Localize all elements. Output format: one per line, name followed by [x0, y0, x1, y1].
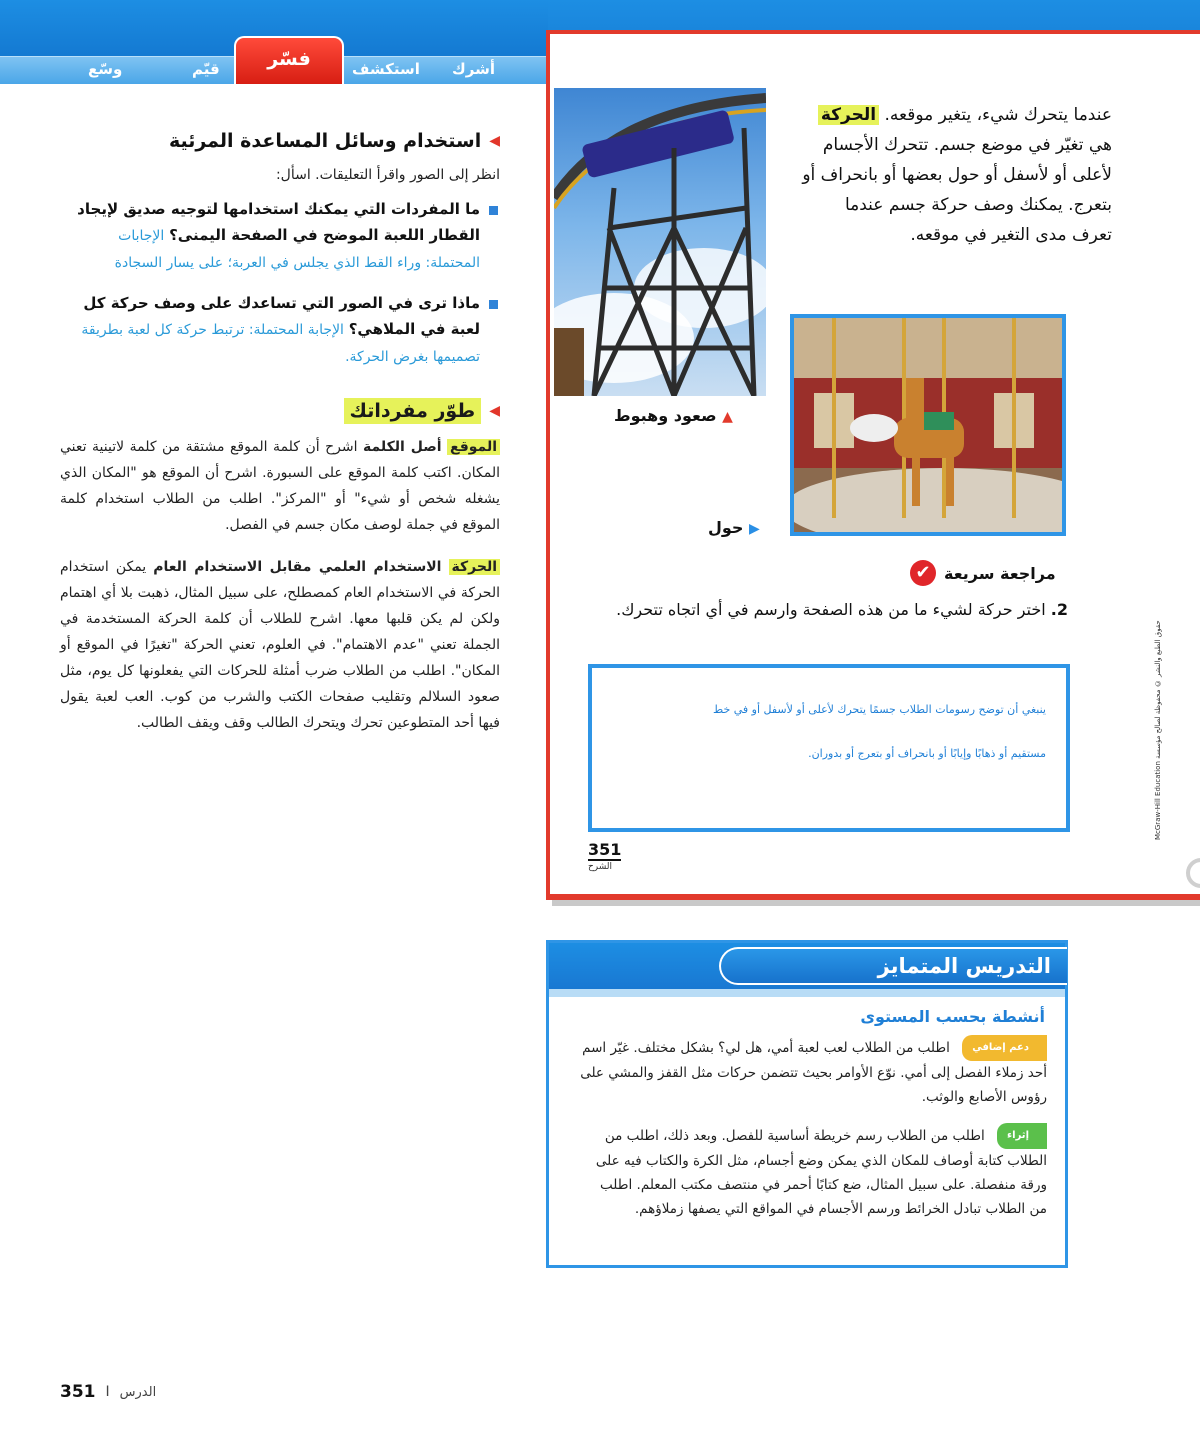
term-motion: الحركة	[818, 105, 879, 125]
vocab-paragraph-motion: الحركة الاستخدام العلمي مقابل الاستخدام العام يمكن استخدام الحركة في الاستخدام العام كمصطلح، على سبيل المثال، ذهبت بلا أي اهتمام ولكن لم يكن قلبها معها. اشرح للطلاب أن كلمة الحركة المستخدمة في الجملة تعني "عدم الاهتمام". في العلوم، تعني الحركة "تغيرًا في الموقع أو المكان". اطلب من الطلاب ضرب أمثلة للحركات التي يفعلونها كل يوم، مثل صعود السلالم وتقليب صفحات الكتب والشرب من كوب. العب لعبة يقول فيها أحد المتطوعين تحرك ويتحرك الطالب وقف ويقف الطالب.	[60, 559, 500, 731]
carousel-illustration	[794, 318, 1062, 532]
answer-box	[588, 664, 1070, 832]
diff-activity-enrichment: إثراء اطلب من الطلاب رسم خريطة أساسية للفصل. وبعد ذلك، اطلب من الطلاب كتابة أوصاف للمكان الذي يمكن وضع أجسام، مثل الكرة والكتاب فيه على ورقة منفصلة. على سبيل المثال، ضع كتابًا أحمر في منتصف مكتب المعلم. اطلب من الطلاب تبادل الخرائط ورسم الأجسام في المواقع التي يصفها زملاؤهم.	[579, 1123, 1047, 1221]
header-bar-right	[548, 0, 1200, 30]
tab-engage[interactable]: أشرك	[452, 60, 495, 78]
diff-title: أنشطة بحسب المستوى	[860, 1007, 1045, 1026]
tab-explain[interactable]: فسّر	[234, 36, 344, 84]
tag-enrichment: إثراء	[997, 1123, 1047, 1149]
quick-check-heading: مراجعة سريعة ✔	[910, 560, 1056, 586]
differentiated-instruction-box	[546, 940, 1068, 1268]
footer-lesson-label: الدرس	[119, 1384, 157, 1400]
footer-separator: I	[105, 1384, 110, 1400]
question-item	[60, 290, 500, 370]
vocab-paragraph-location: الموقع أصل الكلمة اشرح أن كلمة الموقع مشتقة من كلمة لاتينية تعني المكان. اكتب كلمة الموقع على السبورة. اشرح أن الموقع هو "المكان الذي يشغله شخص أو شيء" أو "المركز". اطلب من الطلاب استخدام كلمة الموقع في جملة لوصف مكان جسم في الفصل.	[60, 439, 500, 533]
student-page-label: الشرح	[588, 862, 613, 872]
student-page	[546, 30, 1200, 900]
tag-extra-support: دعم إضافي	[962, 1035, 1047, 1061]
teacher-notes	[60, 130, 500, 736]
diff-activity-support: دعم إضافي اطلب من الطلاب لعب لعبة أمي، هل لي؟ بشكل مختلف. غيّر اسم أحد زملاء الفصل إلى أمي. نوّع الأوامر بحيث تتضمن حركات مثل القفز والمشي على رؤوس الأصابع والوثب.	[579, 1035, 1047, 1109]
caption-around: ▶ حول	[708, 518, 760, 537]
student-page-number: 351	[588, 840, 622, 859]
bullet-square-icon	[489, 300, 498, 309]
question-item	[60, 196, 500, 276]
roller-coaster-photo	[554, 88, 766, 396]
question-text: ماذا ترى في الصور التي تساعدك على وصف حركة كل لعبة في الملاهي؟	[83, 294, 480, 338]
triangle-left-icon: ◀	[489, 133, 500, 149]
visuals-heading: ◀ استخدام وسائل المساعدة المرئية	[168, 130, 500, 152]
footer-page-number: 351	[60, 1382, 96, 1402]
checkmark-icon: ✔	[910, 560, 936, 586]
vocab-heading: ◀ طوّر مفرداتك	[60, 398, 500, 424]
intro-text: عندما يتحرك شيء، يتغير موقعه. الحركة هي تغيّر في موضع جسم. تتحرك الأجسام لأعلى أو لأسفل أو حول بعضها أو بانحراف أو بتعرج. يمكنك وصف حركة جسم عندما تعرف مدى التغير في موقعه.	[802, 105, 1112, 245]
diff-header-stripe	[549, 989, 1065, 997]
triangle-right-icon: ▶	[749, 521, 760, 537]
page-footer	[60, 1382, 156, 1402]
visuals-lead: انظر إلى الصور واقرأ التعليقات. اسأل:	[275, 167, 500, 183]
triangle-up-icon: ▲	[722, 409, 733, 425]
question-text: ما المفردات التي يمكنك استخدامها لتوجيه صديق لإيجاد القطار اللعبة الموضح في الصفحة اليمنى؟	[77, 200, 480, 244]
tab-explore[interactable]: استكشف	[352, 60, 420, 78]
roller-coaster-illustration	[554, 88, 766, 396]
caption-up-down: ▲ صعود وهبوط	[614, 406, 733, 425]
diff-header-title: التدريس المتمايز	[719, 947, 1067, 985]
tab-extend[interactable]: وسّع	[88, 60, 123, 78]
copyright-credit: McGraw-Hill Education حقوق الطبع والنشر © محفوظة لصالح مؤسسة	[1154, 620, 1162, 840]
diff-body	[579, 1035, 1047, 1221]
answer-text: الإجابات المحتملة: وراء القط الذي يجلس في العربة؛ على يسار السجادة	[114, 228, 480, 271]
carousel-photo	[790, 314, 1066, 536]
bullet-square-icon	[489, 206, 498, 215]
answer-lines: ينبغي أن توضح رسومات الطلاب جسمًا يتحرك لأعلى أو لأسفل أو في خط مستقيم أو ذهابًا وإيابًا أو بانحراف أو بتعرج أو بدوران.	[713, 703, 1046, 760]
tab-evaluate[interactable]: قيّم	[192, 60, 220, 78]
answer-text: الإجابة المحتملة: ترتبط حركة كل لعبة بطريقة تصميمها بغرض الحركة.	[81, 322, 480, 365]
quick-check-question: 2. اختر حركة لشيء ما من هذه الصفحة وارسم في أي اتجاه تتحرك.	[616, 600, 1068, 619]
triangle-left-icon: ◀	[489, 403, 500, 419]
